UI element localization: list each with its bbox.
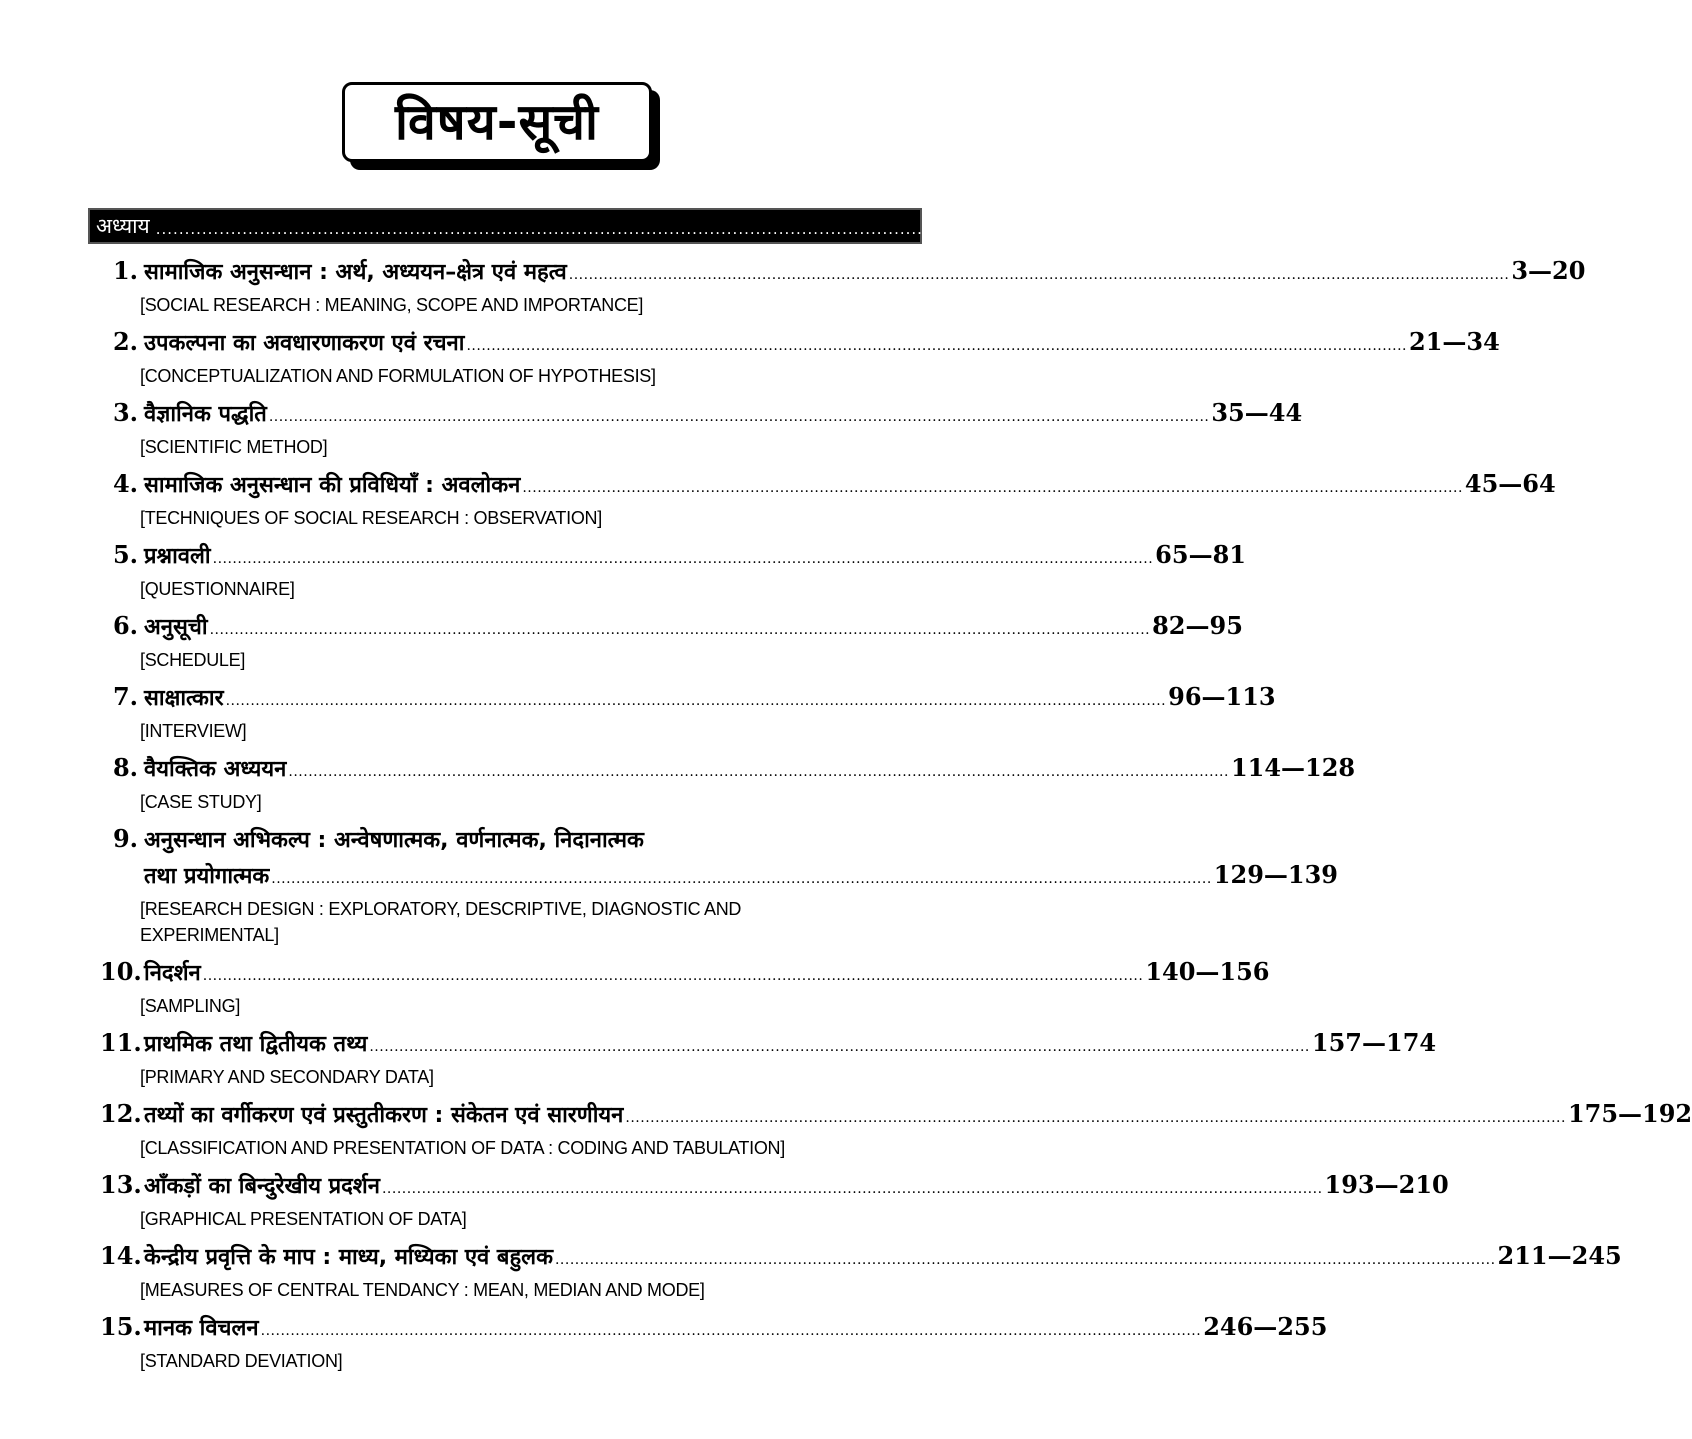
chapter-number: 3. (112, 398, 138, 427)
chapter-number: 4. (112, 469, 138, 498)
chapter-title-english: [QUESTIONNAIRE] (140, 579, 295, 599)
entry-title-line (100, 327, 1500, 363)
page-range: 96—113 (1168, 682, 1276, 711)
chapter-title-hindi: मानक विचलन (144, 1316, 259, 1341)
chapter-number: 11. (100, 1028, 142, 1057)
chapter-title-english: [SAMPLING] (140, 996, 241, 1016)
chapter-title-english: [CLASSIFICATION AND PRESENTATION OF DATA : CODING AND TABULATION] (140, 1138, 785, 1158)
header-page-label: पृष्ठ–संख्या (1119, 200, 1164, 252)
chapter-title-hindi: वैयक्तिक अध्ययन (144, 757, 287, 782)
dot-leader: .............................................................................................................................................................................................. (554, 1252, 1496, 1268)
dot-leader: .............................................................................................................................................................................................. (381, 1181, 1323, 1197)
chapter-title-hindi: सामाजिक अनुसन्धान की प्रविधियाँ : अवलोकन (144, 473, 521, 498)
chapter-number: 9. (112, 824, 138, 853)
chapter-title-english: [PRIMARY AND SECONDARY DATA] (140, 1067, 434, 1087)
chapter-title-hindi: निदर्शन (144, 961, 201, 986)
entry-title-line (100, 1099, 1692, 1135)
page-range: 82—95 (1152, 611, 1243, 640)
toc-entry[interactable] (100, 1028, 1437, 1090)
chapter-number: 8. (112, 753, 138, 782)
chapter-title-hindi: प्राथमिक तथा द्वितीयक तथ्य (144, 1032, 368, 1057)
chapter-title-hindi: साक्षात्कार (144, 686, 224, 711)
chapter-title-hindi: प्रश्नावली (144, 544, 211, 569)
page-range: 21—34 (1409, 327, 1500, 356)
page-range: 35—44 (1211, 398, 1303, 427)
chapter-title-hindi-continued: तथा प्रयोगात्मक (144, 864, 270, 889)
chapter-title-hindi: अनुसन्धान अभिकल्प : अन्वेषणात्मक, वर्णनात्मक, निदानात्मक (144, 828, 644, 853)
toc-entry[interactable] (100, 824, 1338, 948)
dot-leader: .............................................................................................................................................................................................. (268, 409, 1210, 425)
toc-entry[interactable] (100, 469, 1556, 531)
dot-leader: .............................................................................................................................................................................................. (288, 764, 1229, 780)
page-range: 45—64 (1464, 469, 1556, 498)
chapter-number: 15. (100, 1312, 142, 1341)
toc-entry[interactable] (100, 1099, 1692, 1161)
toc-entry[interactable] (100, 611, 1243, 673)
chapter-number: 1. (112, 256, 138, 285)
chapter-title-english: [CASE STUDY] (140, 792, 262, 812)
chapter-number: 12. (100, 1099, 142, 1128)
entry-title-line (100, 753, 1356, 789)
dot-leader: .............................................................................................................................................................................................. (271, 871, 1212, 887)
toc-entry[interactable] (100, 1170, 1449, 1232)
chapter-title-english: [SCIENTIFIC METHOD] (140, 437, 328, 457)
entry-title-line (100, 957, 1270, 993)
entry-title-line (100, 1241, 1622, 1277)
chapter-title-hindi: वैज्ञानिक पद्धति (144, 402, 267, 427)
page-title: विषय-सूची (395, 93, 599, 151)
page-range: 211—245 (1497, 1241, 1622, 1270)
dot-leader: .............................................................................................................................................................................................. (369, 1039, 1310, 1055)
chapter-title-hindi: आँकड़ों का बिन्दुरेखीय प्रदर्शन (144, 1174, 380, 1199)
entry-title-line (100, 682, 1276, 718)
chapter-title-english: [SOCIAL RESEARCH : MEANING, SCOPE AND IMPORTANCE] (140, 295, 644, 315)
entry-title-line-continued (100, 860, 1338, 896)
chapter-number: 6. (112, 611, 138, 640)
dot-leader: .............................................................................................................................................................................................. (209, 622, 1151, 638)
chapter-title-english: [INTERVIEW] (140, 721, 247, 741)
chapter-title-english: [SCHEDULE] (140, 650, 246, 670)
dot-leader: .............................................................................................................................................................................................. (260, 1323, 1202, 1339)
toc-entry[interactable] (100, 1241, 1622, 1303)
entry-title-line (100, 1170, 1449, 1206)
toc-entry[interactable] (100, 540, 1246, 602)
entry-title-line (100, 1312, 1328, 1348)
dot-leader: .............................................................................................................................................................................................. (568, 267, 1510, 283)
title-box (342, 82, 652, 162)
toc-header (88, 200, 1164, 252)
chapter-title-english: [TECHNIQUES OF SOCIAL RESEARCH : OBSERVATION] (140, 508, 602, 528)
toc-entry[interactable] (100, 753, 1356, 815)
toc-entry[interactable] (100, 682, 1276, 744)
header-dot-leader: ...................................................................................................................................................................... (155, 219, 1114, 238)
page-range: 175—192 (1567, 1099, 1692, 1128)
page-range: 246—255 (1203, 1312, 1328, 1341)
entry-title-line (100, 611, 1243, 647)
dot-leader: .............................................................................................................................................................................................. (202, 968, 1144, 984)
chapter-title-english: [RESEARCH DESIGN : EXPLORATORY, DESCRIPTIVE, DIAGNOSTIC AND EXPERIMENTAL] (140, 899, 742, 945)
dot-leader: .............................................................................................................................................................................................. (522, 480, 1463, 496)
chapter-title-hindi: सामाजिक अनुसन्धान : अर्थ, अध्ययन–क्षेत्र एवं महत्व (144, 260, 567, 285)
page-range: 114—128 (1230, 753, 1356, 782)
chapter-number: 14. (100, 1241, 142, 1270)
toc-entry[interactable] (100, 957, 1270, 1019)
header-chapter-label: अध्याय (96, 214, 150, 238)
page-range: 3—20 (1511, 256, 1586, 285)
page-range: 157—174 (1311, 1028, 1437, 1057)
dot-leader: .............................................................................................................................................................................................. (225, 693, 1167, 709)
toc-entry[interactable] (100, 327, 1500, 389)
page-range: 193—210 (1324, 1170, 1449, 1199)
toc-entry[interactable] (100, 1312, 1328, 1374)
chapter-number: 7. (112, 682, 138, 711)
dot-leader: .............................................................................................................................................................................................. (625, 1110, 1566, 1126)
chapter-title-english: [GRAPHICAL PRESENTATION OF DATA] (140, 1209, 467, 1229)
chapter-title-hindi: अनुसूची (144, 615, 208, 640)
chapter-number: 5. (112, 540, 138, 569)
entry-title-line (100, 256, 1586, 292)
chapter-title-hindi: उपकल्पना का अवधारणाकरण एवं रचना (144, 331, 465, 356)
chapter-number: 13. (100, 1170, 142, 1199)
entry-title-line (100, 469, 1556, 505)
table-of-contents (100, 256, 1692, 1383)
entry-title-line (100, 540, 1246, 576)
entry-title-line (100, 398, 1303, 434)
page-range: 129—139 (1213, 860, 1338, 889)
entry-title-line (100, 1028, 1437, 1064)
entry-title-line (100, 824, 920, 860)
chapter-number: 2. (112, 327, 138, 356)
chapter-title-hindi: तथ्यों का वर्गीकरण एवं प्रस्तुतीकरण : संकेतन एवं सारणीयन (144, 1103, 624, 1128)
chapter-title-english: [CONCEPTUALIZATION AND FORMULATION OF HYPOTHESIS] (140, 366, 656, 386)
chapter-title-english: [MEASURES OF CENTRAL TENDANCY : MEAN, MEDIAN AND MODE] (140, 1280, 705, 1300)
page-range: 140—156 (1145, 957, 1270, 986)
dot-leader: .............................................................................................................................................................................................. (466, 338, 1408, 354)
chapter-title-hindi: केन्द्रीय प्रवृत्ति के माप : माध्य, मध्यिका एवं बहुलक (144, 1245, 553, 1270)
toc-entry[interactable] (100, 398, 1303, 460)
dot-leader: .............................................................................................................................................................................................. (212, 551, 1154, 567)
chapter-number: 10. (100, 957, 142, 986)
page-range: 65—81 (1155, 540, 1246, 569)
chapter-title-english: [STANDARD DEVIATION] (140, 1351, 343, 1371)
toc-entry[interactable] (100, 256, 1586, 318)
